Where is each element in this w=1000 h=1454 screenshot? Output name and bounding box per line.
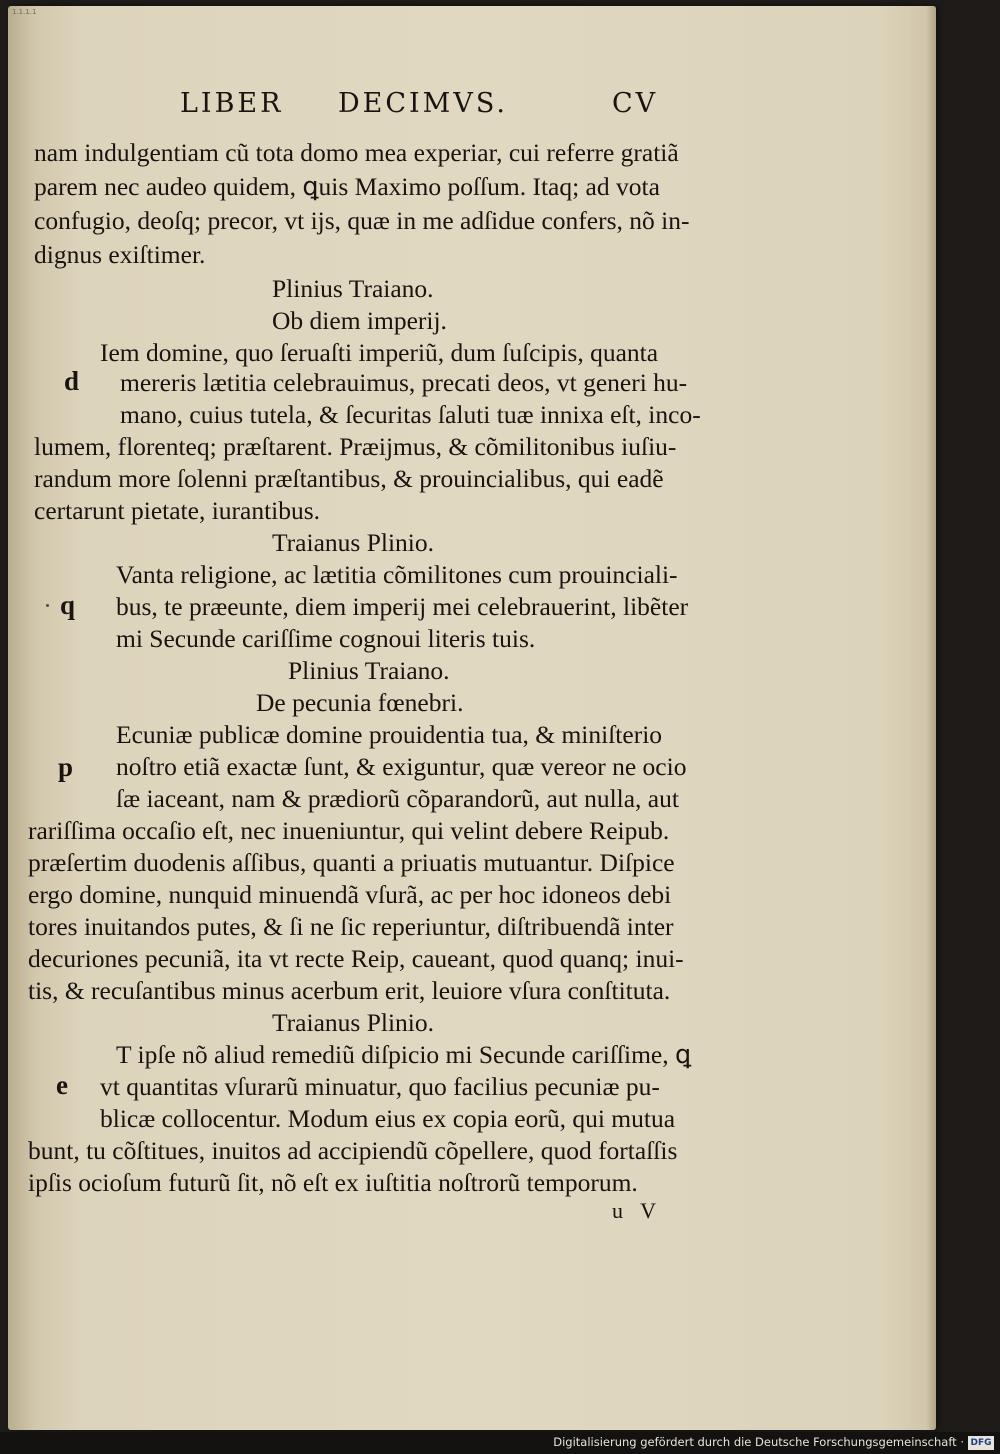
running-head-left: LIBER <box>180 88 284 119</box>
text-line: dignus exiſtimer. <box>34 240 206 269</box>
text-line: certarunt pietate, iurantibus. <box>34 496 321 525</box>
guide-letter: e <box>56 1070 68 1100</box>
text-line: randum more ſolenni præſtantibus, & prouincialibus, qui eadẽ <box>34 464 664 493</box>
footer-credit: Digitalisierung gefördert durch die Deutsche Forschungsgemeinschaft · <box>553 1435 964 1449</box>
text-line: mereris lætitia celebrauimus, precati deos, vt generi hu- <box>120 368 688 397</box>
text-line: parem nec audeo quidem, ꝗuis Maximo poſſum. Itaq; ad vota <box>34 172 660 201</box>
letter-heading: Traianus Plinio. <box>272 528 435 557</box>
text-line: confugio, deoſq; precor, vt ijs, quæ in me adſidue confers, nõ in- <box>34 206 690 235</box>
running-head-center: DECIMVS. <box>338 88 508 119</box>
guide-letter: q <box>60 590 76 620</box>
text-line: lumem, florenteq; præſtarent. Præijmus, & cõmilitonibus iuſiu- <box>34 432 677 461</box>
text-line: Iem domine, quo ſeruaſti imperiũ, dum ſuſcipis, quanta <box>100 338 659 367</box>
dfg-logo: DFG <box>968 1436 994 1450</box>
letter-heading: Plinius Traiano. <box>288 656 450 685</box>
corner-mark: 1.1.1.1 <box>12 8 37 16</box>
text-line: nam indulgentiam cũ tota domo mea experiar, cui referre gratiã <box>34 138 679 167</box>
running-head <box>8 88 936 128</box>
letter-subheading: De pecunia fœnebri. <box>256 688 464 717</box>
text-line: mano, cuius tutela, & ſecuritas ſaluti tuæ innixa eſt, inco- <box>120 400 701 429</box>
text-line: mi Secunde cariſſime cognoui literis tuis. <box>116 624 536 653</box>
text-line: Ecuniæ publicæ domine prouidentia tua, & miniſterio <box>116 720 663 749</box>
text-line: bunt, tu cõſtitues, inuitos ad accipiendũ cõpellere, quod fortaſſis <box>28 1136 678 1165</box>
text-line: noſtro etiã exactæ ſunt, & exiguntur, quæ vereor ne ocio <box>116 752 687 781</box>
text-line: ergo domine, nunquid minuendã vſurã, ac per hoc idoneos debi <box>28 880 672 909</box>
signature-mark: u V <box>612 1198 662 1223</box>
text-line: ſæ iaceant, nam & prædiorũ cõparandorũ, aut nulla, aut <box>116 784 679 813</box>
text-line: T ipſe nõ aliud remediũ diſpicio mi Secunde cariſſime, ꝗ <box>116 1040 692 1069</box>
text-line: decuriones pecuniã, ita vt recte Reip, caueant, quod quanq; inui- <box>28 944 684 973</box>
margin-dot <box>46 604 49 607</box>
text-line: præſertim duodenis aſſibus, quanti a priuatis mutuantur. Diſpice <box>28 848 675 877</box>
text-line: rariſſima occaſio eſt, nec inueniuntur, qui velint debere Reipub. <box>28 816 670 845</box>
guide-letter: d <box>64 366 80 396</box>
text-line: ipſis ocioſum futurũ ſit, nõ eſt ex iuſtitia noſtrorũ temporum. <box>28 1168 638 1197</box>
text-line: Vanta religione, ac lætitia cõmilitones cum prouinciali- <box>116 560 678 589</box>
folio-number: CV <box>612 88 659 119</box>
text-line: blicæ collocentur. Modum eius ex copia eorũ, qui mutua <box>100 1104 676 1133</box>
guide-letter: p <box>58 752 74 782</box>
text-line: bus, te præeunte, diem imperij mei celebrauerint, libẽter <box>116 592 689 621</box>
text-line: tis, & recuſantibus minus acerbum erit, leuiore vſura conſtituta. <box>28 976 671 1005</box>
page-edge-shadow <box>926 6 936 1430</box>
letter-heading: Plinius Traiano. <box>272 274 434 303</box>
letter-subheading: Ob diem imperij. <box>272 306 447 335</box>
text-line: vt quantitas vſurarũ minuatur, quo facilius pecuniæ pu- <box>100 1072 660 1101</box>
text-line: tores inuitandos putes, & ſi ne ſic reperiuntur, diſtribuendã inter <box>28 912 674 941</box>
book-page <box>8 6 936 1430</box>
letter-heading: Traianus Plinio. <box>272 1008 435 1037</box>
